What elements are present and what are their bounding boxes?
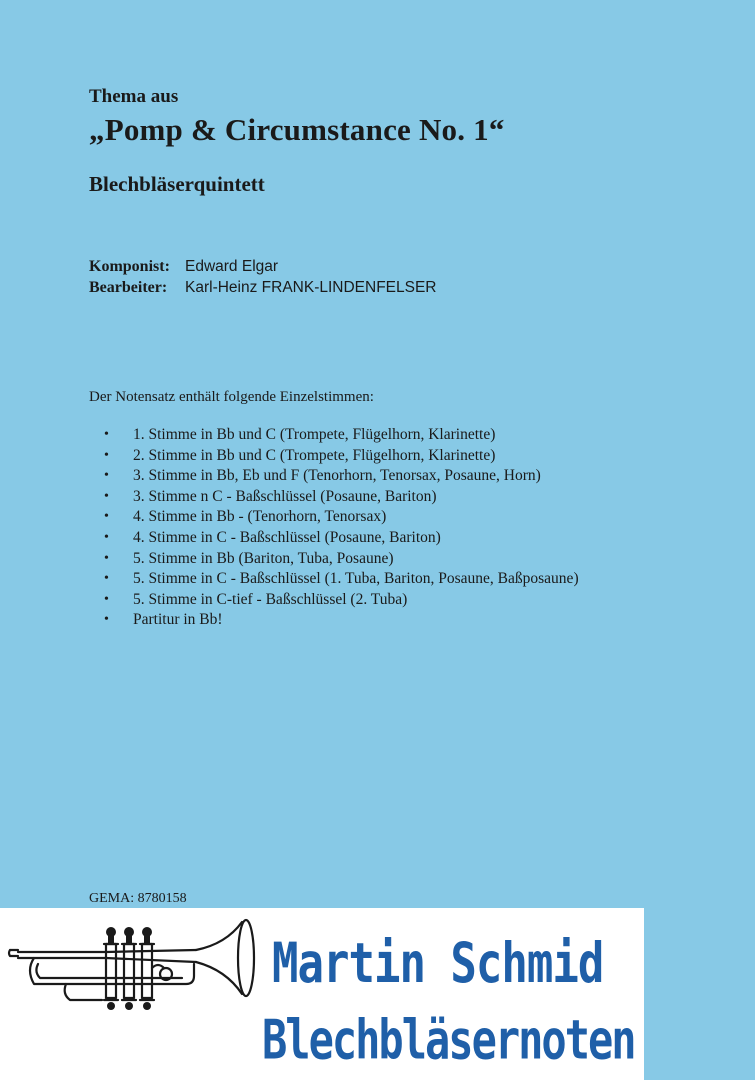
bullet-icon: • — [104, 427, 109, 442]
bullet-icon: • — [104, 509, 109, 525]
bullet-icon: • — [104, 447, 109, 463]
list-item — [104, 569, 579, 590]
part-label: 4. Stimme in Bb - (Tenorhorn, Tenorsax) — [133, 508, 387, 526]
part-label: 5. Stimme in C-tief - Baßschlüssel (2. Tuba) — [133, 590, 408, 608]
composer-name: Edward Elgar — [185, 258, 279, 275]
part-label: 1. Stimme in Bb und C (Trompete, Flügelhorn, Klarinette) — [133, 426, 496, 443]
list-item — [104, 425, 579, 446]
bullet-icon: • — [104, 571, 109, 587]
bullet-icon: • — [104, 529, 109, 545]
publisher-name: Martin Schmid — [272, 932, 604, 996]
gema-number: GEMA: 8780158 — [89, 891, 187, 906]
publisher-banner — [0, 908, 644, 1080]
part-label: 3. Stimme in Bb, Eb und F (Tenorhorn, Tenorsax, Posaune, Horn) — [133, 467, 541, 485]
composer-label: Komponist: — [89, 258, 170, 275]
list-item — [104, 507, 579, 528]
list-item — [104, 487, 579, 508]
list-item — [104, 528, 579, 549]
bullet-icon: • — [104, 468, 109, 484]
list-item — [104, 610, 579, 631]
composer-line — [89, 258, 278, 276]
bullet-icon: • — [104, 612, 109, 628]
part-label: 4. Stimme in C - Baßschlüssel (Posaune, Bariton) — [133, 528, 441, 546]
part-label: 3. Stimme n C - Baßschlüssel (Posaune, Bariton) — [133, 487, 437, 505]
parts-list — [104, 425, 579, 631]
trumpet-icon — [6, 914, 268, 1014]
arranger-name: Karl-Heinz FRANK-LINDENFELSER — [185, 279, 437, 296]
part-label: Partitur in Bb! — [133, 611, 223, 629]
bullet-icon: • — [104, 591, 109, 607]
part-label: 5. Stimme in Bb (Bariton, Tuba, Posaune) — [133, 549, 394, 567]
bullet-icon: • — [104, 550, 109, 566]
list-item — [104, 590, 579, 611]
bullet-icon: • — [104, 488, 109, 504]
arranger-label: Bearbeiter: — [89, 279, 168, 296]
list-item — [104, 466, 579, 487]
part-label: 2. Stimme in Bb und C (Trompete, Flügelhorn, Klarinette) — [133, 446, 496, 464]
publisher-tagline: Blechbläsernoten — [262, 1008, 635, 1072]
part-label: 5. Stimme in C - Baßschlüssel (1. Tuba, Bariton, Posaune, Baßposaune) — [133, 570, 579, 588]
piece-title: „Pomp & Circumstance No. 1“ — [89, 112, 505, 147]
list-item — [104, 446, 579, 467]
parts-intro: Der Notensatz enthält folgende Einzelstimmen: — [89, 389, 374, 405]
arranger-line — [89, 279, 437, 297]
title-kicker: Thema aus — [89, 86, 179, 107]
list-item — [104, 549, 579, 570]
ensemble-subtitle: Blechbläserquintett — [89, 172, 265, 196]
